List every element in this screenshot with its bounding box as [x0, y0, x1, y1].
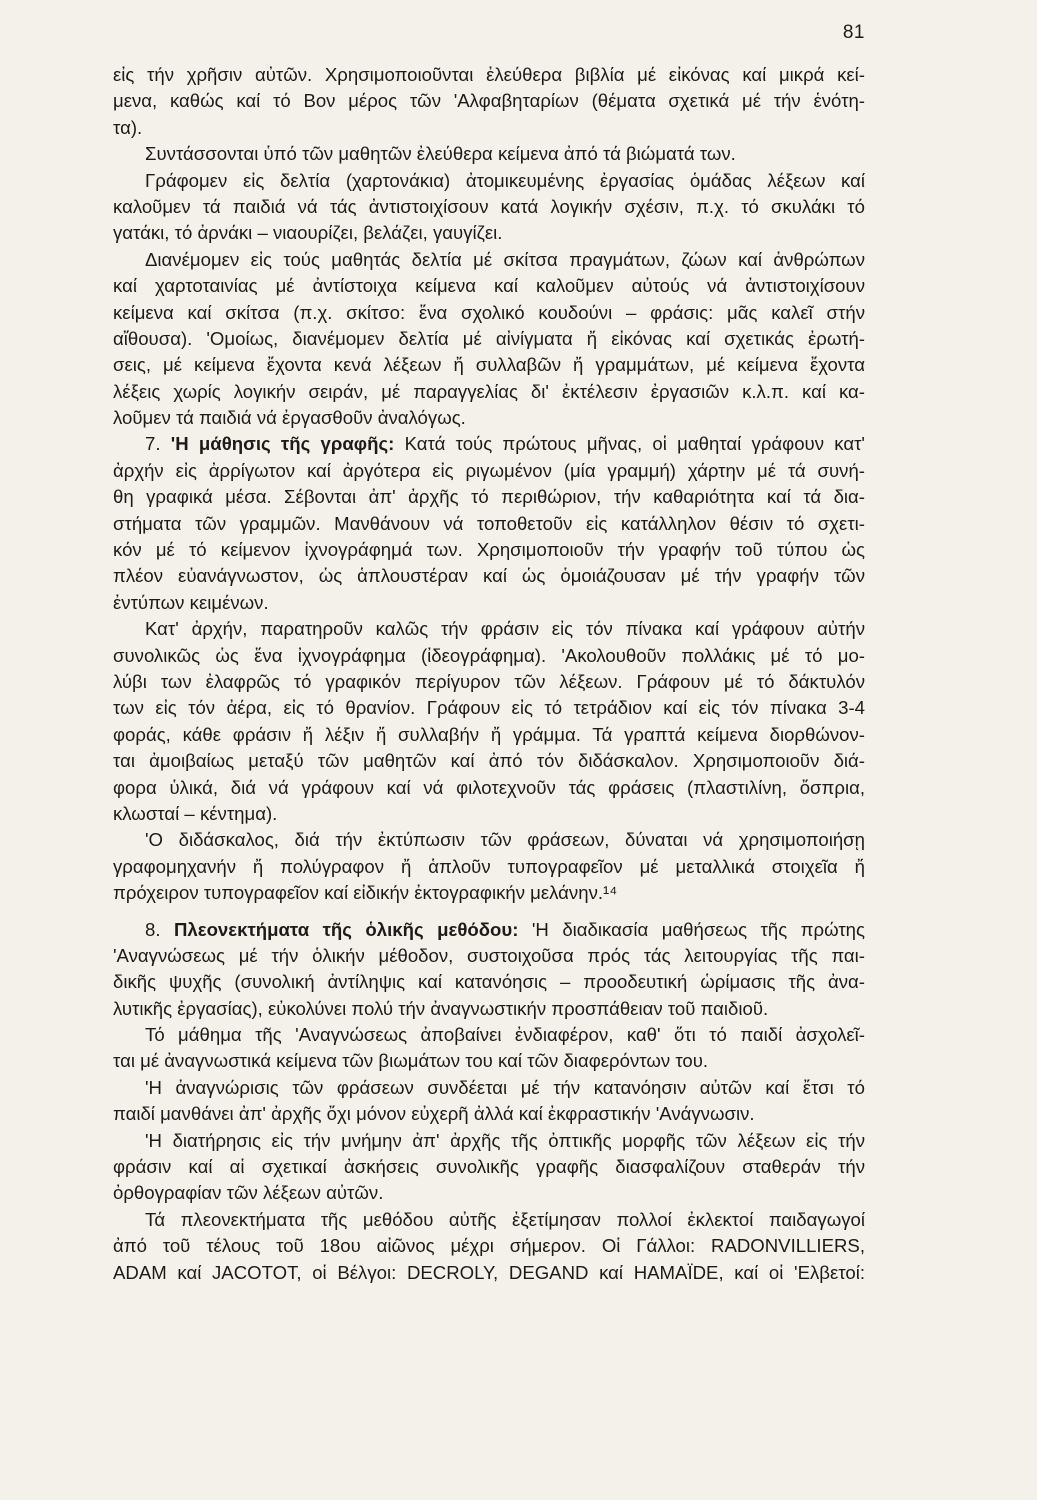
text-line — [113, 511, 865, 537]
text-line — [113, 643, 865, 669]
line-text: 'Η διατήρησις εἰς τήν μνήμην ἀπ' ἀρχῆς τῆς ὀπτικῆς μορφῆς τῶν λέξεων εἰς τήν — [145, 1129, 865, 1151]
text-line — [113, 1180, 865, 1206]
text-line — [113, 563, 865, 589]
text-line — [113, 775, 865, 801]
section-number: 8. — [145, 918, 174, 940]
text-line — [113, 273, 865, 299]
line-text: δικῆς ψυχῆς (συνολική ἀντίληψις καί κατανόησις – προοδευτική ὡρίμασις τῆς ἀνα- — [113, 971, 865, 993]
line-text: ται ἀμοιβαίως μεταξύ τῶν μαθητῶν καί ἀπό τόν διδάσκαλον. Χρησιμοποιοῦν διά- — [113, 750, 865, 772]
line-text: γατάκι, τό ἀρνάκι – νιαουρίζει, βελάζει, γαυγίζει. — [113, 222, 503, 244]
line-text: ἀρχήν εἰς ἀρρίγωτον καί ἀργότερα εἰς ριγωμένον (μία γραμμή) χάρτην μέ τά συνή- — [113, 459, 865, 481]
text-line — [113, 247, 865, 273]
text-line — [113, 484, 865, 510]
section-heading: 'Η μάθησις τῆς γραφῆς: — [170, 433, 395, 455]
line-text: φορα ὑλικά, διά νά γράφουν καί νά φιλοτεχνοῦν τάς φράσεις (πλαστιλίνη, ὄσπρια, — [113, 776, 865, 798]
text-line — [113, 326, 865, 352]
line-text: Κατά τούς πρώτους μῆνας, οἱ μαθηταί γράφουν κατ' — [394, 433, 865, 455]
line-text: κείμενα καί σκίτσα (π.χ. σκίτσο: ἕνα σχολικό κουδούνι – φράσις: μᾶς καλεῖ στήν — [113, 301, 865, 323]
line-text: πλέον εὐανάγνωστον, ὡς ἁπλουστέραν καί ὡς ὁμοιάζουσαν μέ τήν γραφήν τῶν — [113, 565, 865, 587]
line-text: λοῦμεν τά παιδιά νά ἐργασθοῦν ἀναλόγως. — [113, 407, 466, 429]
text-line — [113, 969, 865, 995]
text-line — [113, 88, 865, 114]
line-text: μενα, καθώς καί τό Βον μέρος τῶν 'Αλφαβηταρίων (θέματα σχετικά μέ τήν ἑνότη- — [113, 90, 865, 112]
text-line — [113, 1128, 865, 1154]
line-text: λυτικῆς ἐργασίας), εὐκολύνει πολύ τήν ἀναγνωστικήν προσπάθειαν τοῦ παιδιοῦ. — [113, 997, 769, 1019]
text-line — [113, 115, 865, 141]
text-line — [113, 168, 865, 194]
line-text: συνολικῶς ὡς ἕνα ἰχνογράφημα (ἰδεογράφημα). 'Ακολουθοῦν πολλάκις μέ τό μο- — [113, 644, 865, 666]
line-text: 'Ο διδάσκαλος, διά τήν ἐκτύπωσιν τῶν φράσεων, δύναται νά χρησιμοποιήσῃ — [145, 829, 865, 851]
line-text: ἀπό τοῦ τέλους τοῦ 18ου αἰῶνος μέχρι σήμερον. Οἱ Γάλλοι: RADONVILLIERS, — [113, 1235, 865, 1257]
line-text: φράσιν καί αἱ σχετικαί ἀσκήσεις συνολικῆς γραφῆς διασφαλίζουν σταθεράν τήν — [113, 1156, 865, 1178]
line-text: στήματα τῶν γραμμῶν. Μανθάνουν νά τοποθετοῦν εἰς κατάλληλον θέσιν τό σχετι- — [113, 512, 865, 534]
text-line — [113, 827, 865, 853]
line-text: γραφομηχανήν ἤ πολύγραφον ἤ ἁπλοῦν τυπογραφεῖον μέ μεταλλικά στοιχεῖα ἤ — [113, 855, 865, 877]
text-line — [113, 1022, 865, 1048]
line-text: 'Η διαδικασία μαθήσεως τῆς πρώτης — [518, 918, 865, 940]
text-line — [113, 62, 865, 88]
text-line — [113, 220, 865, 246]
text-line — [113, 537, 865, 563]
line-text: καλοῦμεν τά παιδιά νά τάς ἀντιστοιχίσουν κατά λογικήν σχέσιν, π.χ. τό σκυλάκι τό — [113, 195, 865, 217]
text-line — [113, 141, 865, 167]
line-text: ἐντύπων κειμένων. — [113, 591, 269, 613]
text-line — [113, 669, 865, 695]
text-line — [113, 996, 865, 1022]
text-line — [113, 722, 865, 748]
text-line — [113, 379, 865, 405]
line-text: παιδί μανθάνει ἀπ' ἀρχῆς ὄχι μόνον εὐχερῆ ἀλλά καί ἐκφραστικήν 'Ανάγνωσιν. — [113, 1103, 755, 1125]
body-text — [113, 62, 865, 1286]
line-text: πρόχειρον τυπογραφεῖον καί εἰδικήν ἐκτογραφικήν μελάνην.¹⁴ — [113, 882, 618, 904]
text-line — [113, 801, 865, 827]
section-heading: Πλεονεκτήματα τῆς ὁλικῆς μεθόδου: — [173, 918, 519, 940]
line-text: 'Η ἀναγνώρισις τῶν φράσεων συνδέεται μέ τήν κατανόησιν αὐτῶν καί ἔτσι τό — [145, 1076, 865, 1098]
text-line — [113, 1101, 865, 1127]
line-text: Συντάσσονται ὑπό τῶν μαθητῶν ἐλεύθερα κείμενα ἀπό τά βιώματά των. — [145, 143, 736, 165]
line-text: Τά πλεονεκτήματα τῆς μεθόδου αὐτῆς ἐξετίμησαν πολλοί ἐκλεκτοί παιδαγωγοί — [145, 1208, 865, 1230]
line-text: λύβι των ἐλαφρῶς τό γραφικόν περίγυρον τῶν λέξεων. Γράφουν μέ τό δάκτυλόν — [113, 670, 865, 692]
line-text: θη γραφικά μέσα. Σέβονται ἀπ' ἀρχῆς τό περιθώριον, τήν καθαριότητα καί τά δια- — [113, 486, 865, 508]
line-text: των εἰς τόν ἀέρα, εἰς τό θρανίον. Γράφουν εἰς τό τετράδιον καί εἰς τόν πίνακα 3-4 — [113, 697, 865, 719]
line-text: Γράφομεν εἰς δελτία (χαρτονάκια) ἀτομικευμένης ἐργασίας ὁμάδας λέξεων καί — [145, 169, 865, 191]
text-line — [113, 1154, 865, 1180]
line-text: αἴθουσα). 'Ομοίως, διανέμομεν δελτία μέ αἰνίγματα ἤ εἰκόνας καί σχετικάς ἐρωτή- — [113, 327, 865, 349]
text-line — [113, 590, 865, 616]
text-line — [113, 431, 865, 457]
text-line — [113, 1233, 865, 1259]
line-text: φοράς, κάθε φράσιν ἤ λέξιν ἤ συλλαβήν ἤ γράμμα. Τά γραπτά κείμενα διορθώνον- — [113, 723, 865, 745]
line-text: Διανέμομεν εἰς τούς μαθητάς δελτία μέ σκίτσα πραγμάτων, ζώων καί ἀνθρώπων — [145, 248, 865, 270]
text-line — [113, 1207, 865, 1233]
line-text: εἰς τήν χρῆσιν αὐτῶν. Χρησιμοποιοῦνται ἐλεύθερα βιβλία μέ εἰκόνας καί μικρά κεί- — [113, 64, 865, 85]
line-text: κλωσταί – κέντημα). — [113, 802, 278, 824]
line-text: ται μέ ἀναγνωστικά κείμενα τῶν βιωμάτων του καί τῶν διαφερόντων του. — [113, 1050, 709, 1072]
text-line — [113, 943, 865, 969]
text-line — [113, 917, 865, 943]
line-text: ADAM καί JACOTOT, οἱ Βέλγοι: DECROLY, DEGAND καί HAMAÏDE, καί οἱ 'Ελβετοί: — [113, 1261, 865, 1283]
text-line — [113, 458, 865, 484]
text-line — [113, 854, 865, 880]
text-line — [113, 1048, 865, 1074]
line-text: Τό μάθημα τῆς 'Αναγνώσεως ἀποβαίνει ἐνδιαφέρον, καθ' ὅτι τό παιδί ἀσχολεῖ- — [145, 1024, 865, 1046]
line-text: λέξεις χωρίς λογικήν σειράν, μέ παραγγελίας δι' ἐκτέλεσιν ἐργασιῶν κ.λ.π. καί κα- — [113, 380, 865, 402]
line-text: Κατ' ἀρχήν, παρατηροῦν καλῶς τήν φράσιν εἰς τόν πίνακα καί γράφουν αὐτήν — [145, 618, 865, 640]
page-number: 81 — [842, 22, 865, 43]
text-line — [113, 1260, 865, 1286]
text-line — [113, 405, 865, 431]
text-line — [113, 748, 865, 774]
line-text: τα). — [113, 116, 143, 138]
text-line — [113, 695, 865, 721]
text-line — [113, 880, 865, 906]
text-line — [113, 300, 865, 326]
text-line — [113, 352, 865, 378]
line-text: καί χαρτοταινίας μέ ἀντίστοιχα κείμενα καί καλοῦμεν αὐτούς νά ἀντιστοιχίσουν — [113, 275, 865, 297]
line-text: 'Αναγνώσεως μέ τήν ὁλικήν μέθοδον, συστοιχοῦσα πρός τάς λειτουργίας τῆς παι- — [113, 944, 865, 966]
text-line — [113, 194, 865, 220]
text-line — [113, 1075, 865, 1101]
text-line — [113, 616, 865, 642]
line-text: κόν μέ τό κείμενον ἰχνογράφημά των. Χρησιμοποιοῦν τήν γραφήν τοῦ τύπου ὡς — [113, 539, 865, 561]
line-text: ὀρθογραφίαν τῶν λέξεων αὐτῶν. — [113, 1182, 384, 1204]
line-text: σεις, μέ κείμενα ἔχοντα κενά λέξεων ἤ συλλαβῶν ἤ γραμμάτων, μέ κείμενα ἔχοντα — [113, 354, 865, 376]
section-number: 7. — [145, 433, 171, 455]
